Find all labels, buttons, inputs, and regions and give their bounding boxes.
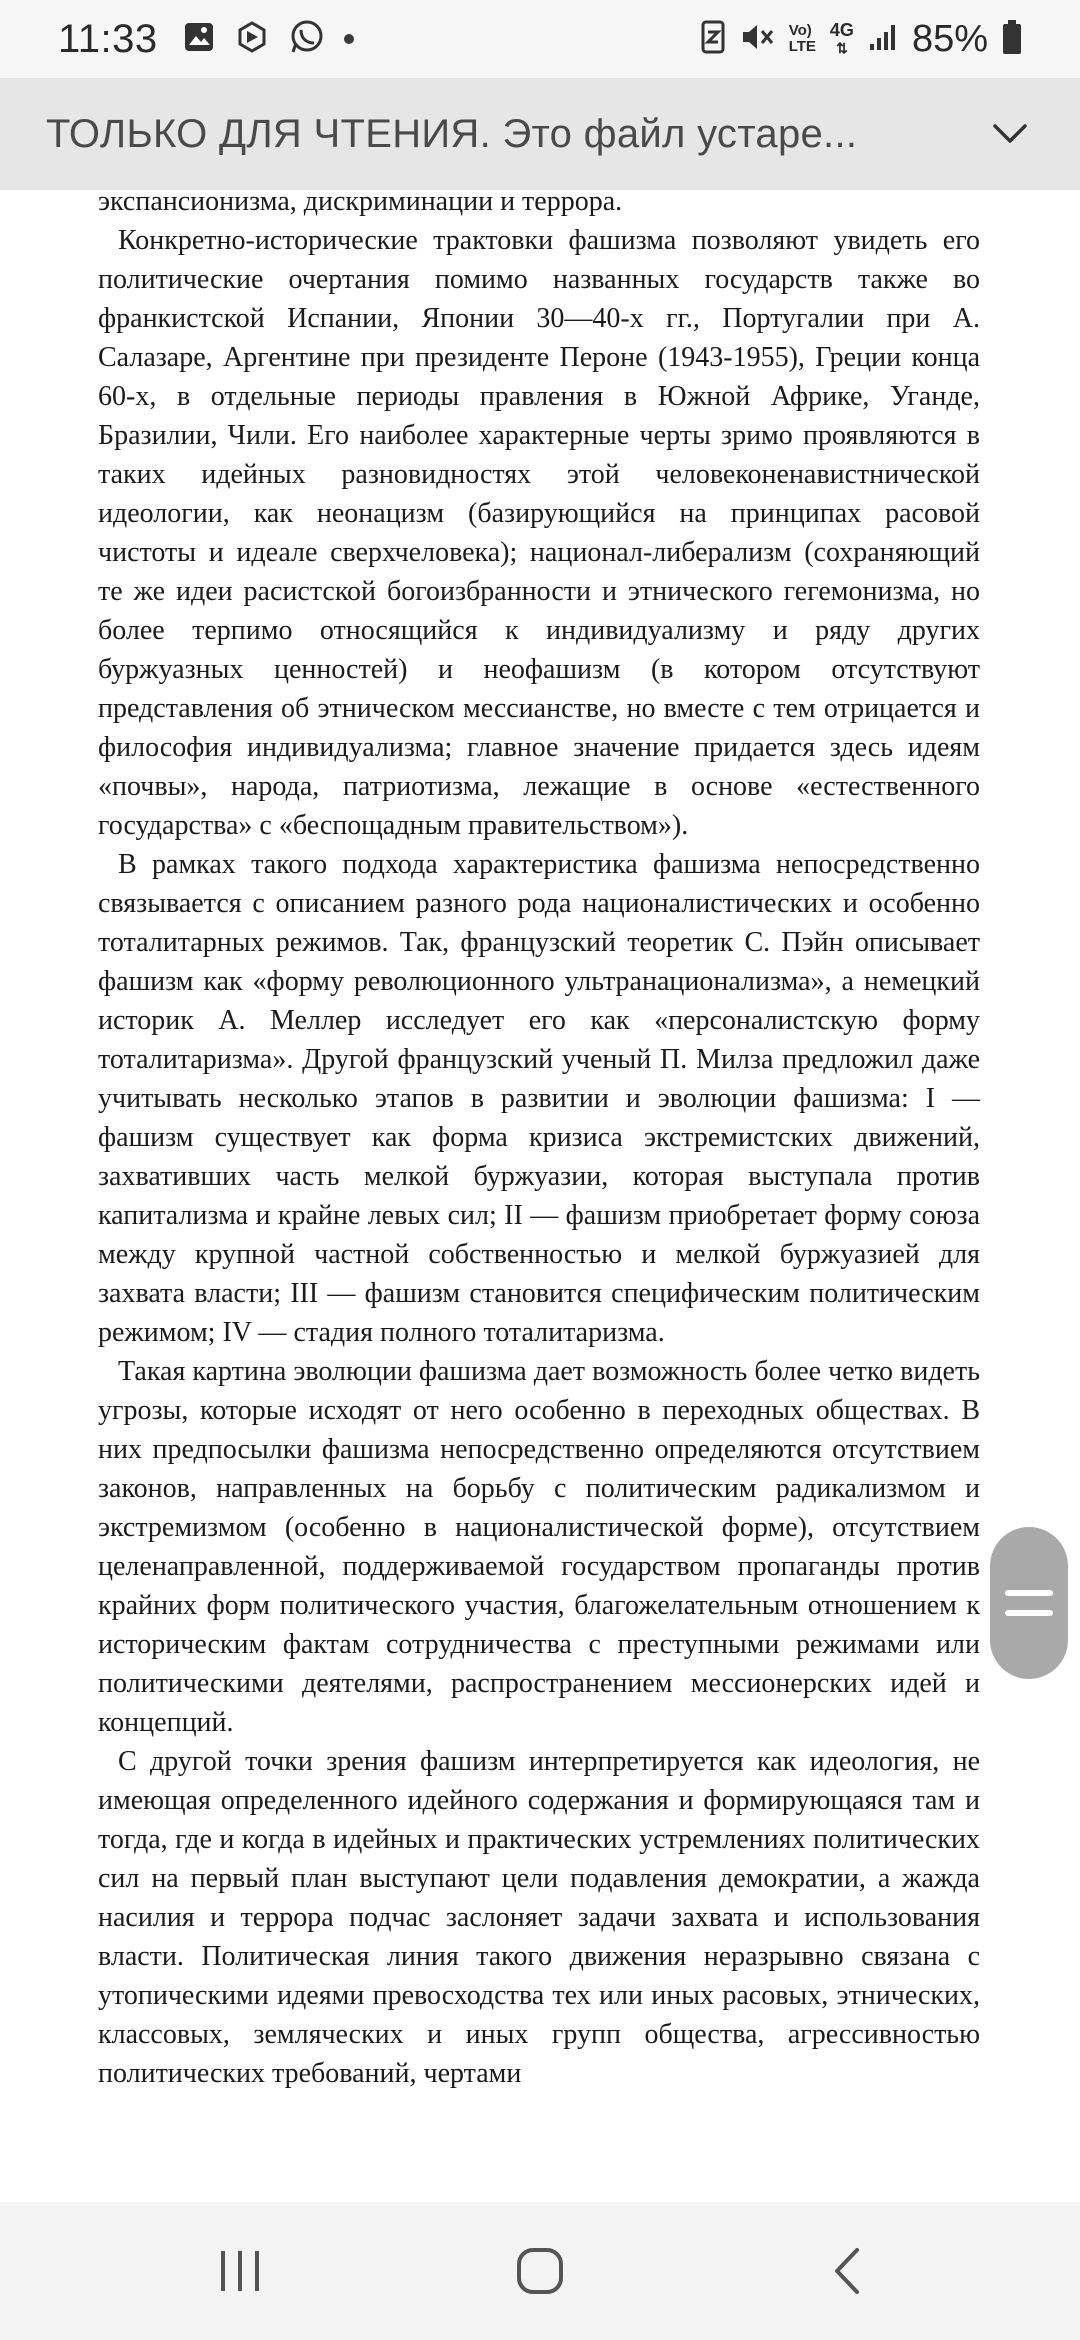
home-icon[interactable] [500,2236,580,2306]
gallery-icon [182,20,216,59]
mute-icon [739,20,775,59]
network-type [830,21,854,57]
document-text [98,190,980,2093]
notification-icons [182,18,354,61]
navigation-bar [0,2202,1080,2340]
status-time: 11:33 [58,16,158,61]
whatsapp-icon [288,18,326,61]
paragraph-3: Такая картина эволюции фашизма дает возможность более четко видеть угрозы, которые исходят от него особенно в переходных обществах. В них предпосылки фашизма непосредственно определяются отсутствием законов, направленных на борьбу с политическим радикализмом и экстремизмом (особенно в националистической форме), отсутствием целенаправленной, поддерживаемой государством пропаганды против крайних форм политического участия, благожелательным отношением к историческим фактам сотрудничества с преступными режимами или политическими деятелями, распространением мессионерских идей и концепций. [98,1356,980,1738]
network-type-label: 4G [829,20,854,40]
paragraph-1: Конкретно-исторические трактовки фашизма позволяют увидеть его политические очертания помимо названных государств также во франкистской Испании, Японии 30—40-х гг., Португалии при А. Салазаре, Аргентине при президенте Пероне (1943-1955), Греции конца 60-х, в отдельные периоды правления в Южной Африке, Уганде, Бразилии, Чили. Его наиболее характерные черты зримо проявляются в таких идейных разновидностях этой человеконенавистнической идеологии, как неонацизм (базирующийся на принципах расовой чистоты и идеале сверхчеловека); национал-либерализм (сохраняющий те же идеи расистской богоизбранности и этнического гегемонизма, но более терпимо относящийся к индивидуализму и ряду других буржуазных ценностей) и неофашизм (в котором отсутствуют представления об этническом мессианстве, но вместе с тем отрицается и философия индивидуализма; главное значение придается здесь идеям «почвы», народа, патриотизма, лежащие в основе «естественного государства» с «беспощадным правительством»). [98,225,980,841]
paragraph-0: экспансионизма, дискриминации и террора. [98,190,623,217]
volte-top: Vo) [788,22,812,39]
sync-icon [234,19,270,60]
dot-icon [344,34,354,44]
volte-bottom: LTE [788,38,816,55]
paragraph-2: В рамках такого подхода характеристика фашизма непосредственно связывается с описанием разного рода националистических и особенно тоталитарных режимов. Так, французский теоретик С. Пэйн описывает фашизм как «форму революционного ультранационализма», а немецкий историк А. Меллер исследует его как «персоналистскую форму тоталитаризма». Другой французский ученый П. Милза предложил даже учитывать несколько этапов в развитии и эволюции фашизма: I — фашизм существует как форма кризиса экстремистских движений, захвативших часть мелкой буржуазии, которая выступала против капитализма и крайне левых сил; II — фашизм приобретает форму союза между крупной частной собственностью и мелкой буржуазией для захвата власти; III — фашизм становится специфическим политическим режимом; IV — стадия полного тоталитаризма. [98,849,980,1348]
system-status [701,18,1022,61]
battery-percent: 85% [911,17,988,60]
volte-label [789,23,816,55]
recent-apps-icon[interactable] [200,2236,280,2306]
signal-icon [868,22,898,57]
battery-icon [1002,19,1022,60]
read-only-banner[interactable] [0,78,1080,190]
paragraph-4: С другой точки зрения фашизм интерпретируется как идеология, не имеющая определенного идейного содержания и формирующаяся там и тогда, где и когда в идейных и практических устремлениях политических сил на первый план выступают цели подавления демократии, а жажда насилия и террора подчас заслоняет задачи захвата и использования власти. Политическая линия такого движения неразрывно связана с утопическими идеями превосходства тех или иных расовых, этнических, классовых, земляческих и иных групп общества, агрессивностью политических требований, чертами [98,1746,980,2089]
read-only-banner-text: ТОЛЬКО ДЛЯ ЧТЕНИЯ. Это файл устаре... [46,111,858,156]
scroll-handle-line-bottom [1005,1610,1053,1616]
chevron-down-icon[interactable] [986,110,1034,158]
nfc-icon [701,20,725,59]
status-bar [0,0,1080,78]
document-viewer[interactable] [0,190,1080,2202]
scroll-handle-line-top [1005,1590,1053,1596]
fast-scroll-handle[interactable] [990,1527,1068,1679]
data-arrows-icon: ⇅ [836,40,848,56]
back-icon[interactable] [806,2236,886,2306]
